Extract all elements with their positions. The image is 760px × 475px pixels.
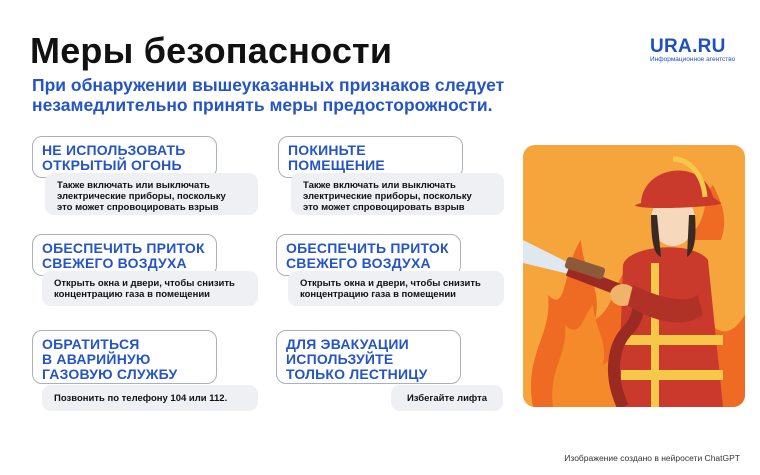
rule-text-line: Также включать или выключать xyxy=(57,180,210,191)
rule-title-line: ОТКРЫТЫЙ ОГОНЬ xyxy=(42,157,182,173)
rule-title-line: ОБРАТИТЬСЯ xyxy=(42,336,140,352)
suit-stripe xyxy=(651,263,659,407)
rule-card-air-title-2 xyxy=(276,234,461,276)
rule-card-gas-service-title xyxy=(32,330,217,384)
rule-title-line: ТОЛЬКО ЛЕСТНИЦУ xyxy=(286,366,428,382)
logo-tagline: Информационное агентство xyxy=(650,56,736,63)
rule-text-line: концентрацию газа в помещении xyxy=(300,289,457,300)
rule-text-line: электрические приборы, поскольку xyxy=(57,191,226,202)
rule-card-no-fire-text xyxy=(45,173,258,215)
rule-text-line: Также включать или выключать xyxy=(303,180,456,191)
rule-card-air-text-2 xyxy=(288,271,504,306)
rule-text-line: электрические приборы, поскольку xyxy=(303,191,472,202)
rule-title-line: В АВАРИЙНУЮ xyxy=(42,351,151,367)
rule-title-line: ОБЕСПЕЧИТЬ ПРИТОК xyxy=(286,240,449,256)
rule-title-line: ПОКИНЬТЕ xyxy=(288,142,366,158)
rule-card-air-text xyxy=(42,271,258,306)
rule-card-leave-text xyxy=(291,173,504,215)
rule-text-line: Избегайте лифта xyxy=(406,393,488,404)
suit-stripe xyxy=(621,335,723,345)
rule-card-stairs-text xyxy=(391,385,503,411)
rule-card-stairs-title xyxy=(276,330,461,384)
rule-title-line: ПОМЕЩЕНИЕ xyxy=(288,157,385,173)
page-title: Меры безопасности xyxy=(30,30,393,71)
rule-card-air-title xyxy=(32,234,217,276)
rule-title-line: ИСПОЛЬЗУЙТЕ xyxy=(286,351,394,367)
rule-title-line: НЕ ИСПОЛЬЗОВАТЬ xyxy=(42,142,186,158)
rule-title-line: СВЕЖЕГО ВОЗДУХА xyxy=(42,255,187,271)
rule-text-line: Открыть окна и двери, чтобы снизить xyxy=(300,278,481,289)
rule-title-line: СВЕЖЕГО ВОЗДУХА xyxy=(286,255,431,271)
rule-text-line: это может спровоцировать взрыв xyxy=(303,202,465,213)
rule-title-line: ДЛЯ ЭВАКУАЦИИ xyxy=(286,336,409,352)
suit-stripe xyxy=(621,370,723,380)
rule-text-line: это может спровоцировать взрыв xyxy=(57,202,219,213)
rule-card-gas-service-text xyxy=(42,385,258,411)
firefighter-illustration xyxy=(523,145,745,407)
logo-name: URA.RU xyxy=(650,36,726,57)
rule-card-no-fire-title xyxy=(32,136,217,178)
footer-note: Изображение создано в нейросети ChatGPT xyxy=(564,453,740,463)
subtitle-line: При обнаружении вышеуказанных признаков следует xyxy=(32,75,505,95)
rule-text-line: концентрацию газа в помещении xyxy=(54,289,211,300)
subtitle xyxy=(32,75,532,115)
rule-title-line: ГАЗОВУЮ СЛУЖБУ xyxy=(42,366,178,382)
ura-logo[interactable] xyxy=(650,38,735,64)
rule-title-line: ОБЕСПЕЧИТЬ ПРИТОК xyxy=(42,240,205,256)
rule-card-leave-title xyxy=(278,136,463,178)
subtitle-line: незамедлительно принять меры предосторожности. xyxy=(32,95,493,115)
rule-text-line: Открыть окна и двери, чтобы снизить xyxy=(54,278,235,289)
rule-text-line: Позвонить по телефону 104 или 112. xyxy=(54,393,228,404)
